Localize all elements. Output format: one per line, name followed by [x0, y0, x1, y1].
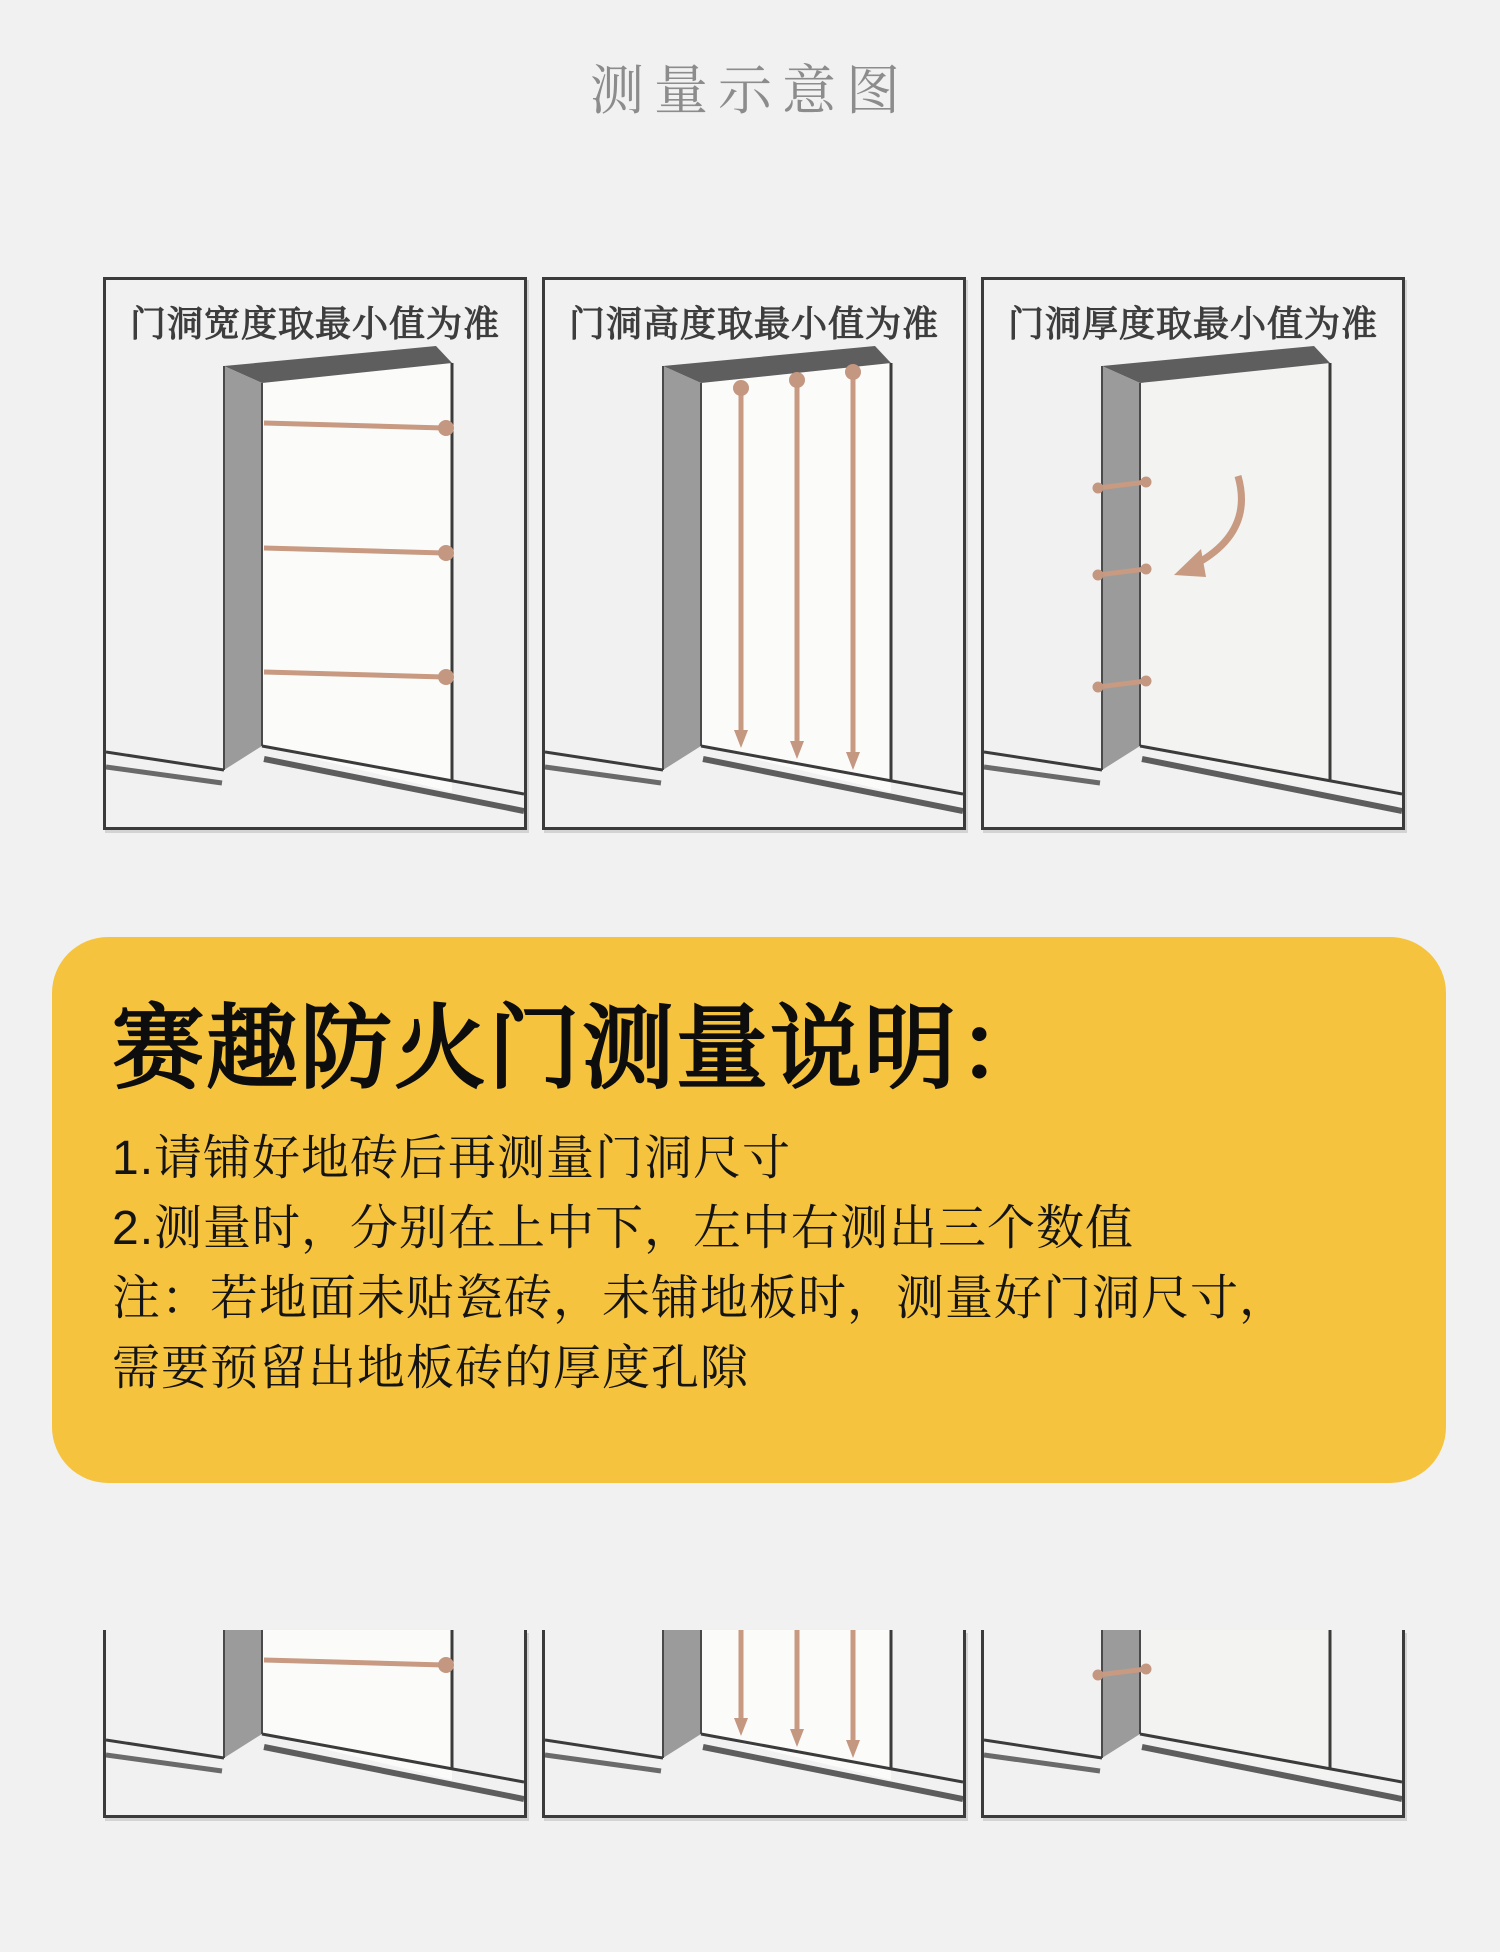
floor-shadow — [984, 767, 1100, 783]
panel-crop-door-thickness — [981, 1630, 1405, 1818]
door-jamb — [224, 366, 262, 770]
panel-door-width-label: 门洞宽度取最小值为准 — [129, 303, 500, 344]
door-width-diagram — [106, 280, 524, 827]
measurement-notice — [52, 937, 1446, 1483]
panel-crop-door-width — [103, 1630, 527, 1818]
notice-lines — [112, 1124, 1386, 1404]
floor-shadow — [545, 767, 661, 783]
notice-line-2: 2.测量时，分别在上中下，左中右测出三个数值 — [112, 1201, 1135, 1255]
panel-door-thickness-label: 门洞厚度取最小值为准 — [1007, 303, 1378, 344]
notice-line-3: 注：若地面未贴瓷砖，未铺地板时，测量好门洞尺寸， — [112, 1271, 1289, 1325]
notice-heading: 赛趣防火门测量说明： — [112, 998, 1053, 1100]
diagram-row-bottom — [103, 1630, 1405, 1818]
floor-shadow — [106, 767, 222, 783]
door-height-diagram-crop — [545, 1630, 963, 1815]
notice-line-1: 1.请铺好地砖后再测量门洞尺寸 — [112, 1131, 792, 1185]
panel-door-width — [103, 277, 527, 830]
door-width-diagram-crop — [106, 1630, 524, 1815]
door-height-diagram — [545, 280, 963, 827]
diagram-row-top — [103, 277, 1405, 830]
panel-crop-door-height — [542, 1630, 966, 1818]
panel-door-height — [542, 277, 966, 830]
panel-door-thickness — [981, 277, 1405, 830]
door-jamb — [663, 366, 701, 770]
door-thickness-diagram-crop — [984, 1630, 1402, 1815]
door-thickness-diagram — [984, 280, 1402, 827]
page-title: 测量示意图 — [590, 61, 910, 121]
door-opening — [1140, 363, 1330, 792]
notice-line-4: 需要预留出地板砖的厚度孔隙 — [112, 1341, 750, 1395]
panel-door-height-label: 门洞高度取最小值为准 — [568, 303, 939, 344]
